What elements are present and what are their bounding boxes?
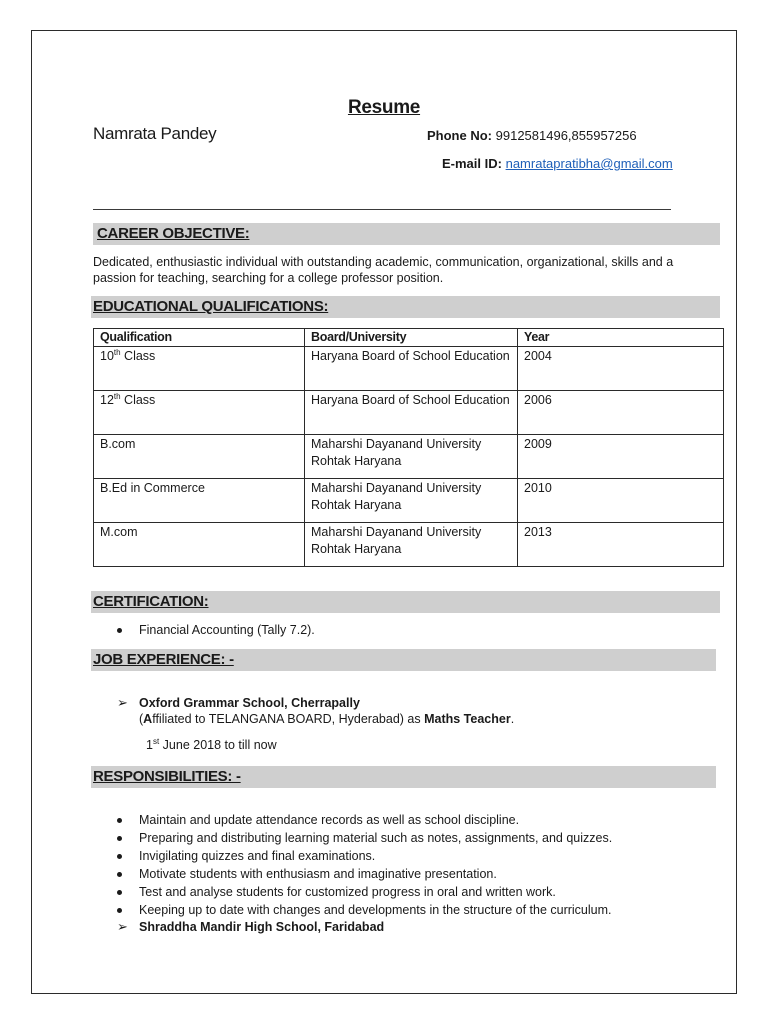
list-item: Preparing and distributing learning material such as notes, assignments, and quizzes. [93, 829, 612, 847]
education-heading-band [91, 296, 720, 318]
career-objective-text: Dedicated, enthusiastic individual with outstanding academic, communication, organizational, skills and a passion for teaching, searching for a college professor position. [93, 255, 674, 285]
candidate-name: Namrata Pandey [93, 124, 217, 143]
list-item: Financial Accounting (Tally 7.2). [93, 621, 315, 639]
role-title: Maths Teacher [424, 712, 511, 726]
column-header: Year [518, 329, 724, 347]
qualification-cell: M.com [94, 523, 305, 567]
employment-date: 1st June 2018 to till now [146, 736, 277, 752]
year-cell: 2013 [518, 523, 724, 567]
email-line [442, 156, 673, 171]
header-divider [93, 209, 671, 210]
year-cell: 2010 [518, 479, 724, 523]
document-title: Resume [347, 97, 421, 118]
arrow-bullet-icon: ➢ [117, 919, 128, 934]
table-row [94, 435, 724, 479]
list-item: Keeping up to date with changes and developments in the structure of the curriculum. [93, 901, 612, 919]
school-name: Oxford Grammar School, Cherrapally [139, 696, 360, 710]
qualification-cell: B.com [94, 435, 305, 479]
qualification-cell: 12th Class [94, 391, 305, 435]
year-cell: 2009 [518, 435, 724, 479]
career-objective-heading-band [93, 223, 720, 245]
education-heading: EDUCATIONAL QUALIFICATIONS: [93, 298, 329, 315]
board-cell: Maharshi Dayanand University Rohtak Haryana [305, 435, 518, 479]
responsibilities-heading-band [91, 766, 716, 788]
year-cell: 2006 [518, 391, 724, 435]
year-cell: 2004 [518, 347, 724, 391]
table-row [94, 523, 724, 567]
experience-heading-band [91, 649, 716, 671]
education-table [93, 328, 724, 567]
responsibilities-list [93, 811, 612, 919]
certification-heading-band [91, 591, 720, 613]
table-header-row [94, 329, 724, 347]
email-label: E-mail ID: [442, 156, 502, 171]
board-cell: Maharshi Dayanand University Rohtak Haryana [305, 479, 518, 523]
table-row [94, 391, 724, 435]
column-header: Board/University [305, 329, 518, 347]
column-header: Qualification [94, 329, 305, 347]
board-cell: Haryana Board of School Education [305, 347, 518, 391]
email-link[interactable]: namratapratibha@gmail.com [505, 156, 673, 171]
list-item: Invigilating quizzes and final examinations. [93, 847, 612, 865]
certification-heading: CERTIFICATION: [93, 593, 209, 610]
phone-label: Phone No: [427, 128, 492, 143]
qualification-cell: 10th Class [94, 347, 305, 391]
phone-value: 9912581496,855957256 [495, 128, 637, 143]
board-cell: Haryana Board of School Education [305, 391, 518, 435]
responsibilities-heading: RESPONSIBILITIES: - [93, 768, 241, 785]
qualification-cell: B.Ed in Commerce [94, 479, 305, 523]
list-item: Test and analyse students for customized progress in oral and written work. [93, 883, 612, 901]
list-item: Motivate students with enthusiasm and imaginative presentation. [93, 865, 612, 883]
affiliation-line: (Affiliated to TELANGANA BOARD, Hyderabad) as Maths Teacher. [139, 712, 515, 726]
school-name: Shraddha Mandir High School, Faridabad [139, 920, 385, 934]
table-row [94, 347, 724, 391]
certification-list [93, 621, 315, 639]
experience-heading: JOB EXPERIENCE: - [93, 651, 234, 668]
list-item: Maintain and update attendance records as well as school discipline. [93, 811, 612, 829]
table-row [94, 479, 724, 523]
arrow-bullet-icon: ➢ [117, 695, 128, 710]
career-objective-heading: CAREER OBJECTIVE: [97, 225, 250, 242]
board-cell: Maharshi Dayanand University Rohtak Haryana [305, 523, 518, 567]
phone-line [427, 128, 637, 143]
